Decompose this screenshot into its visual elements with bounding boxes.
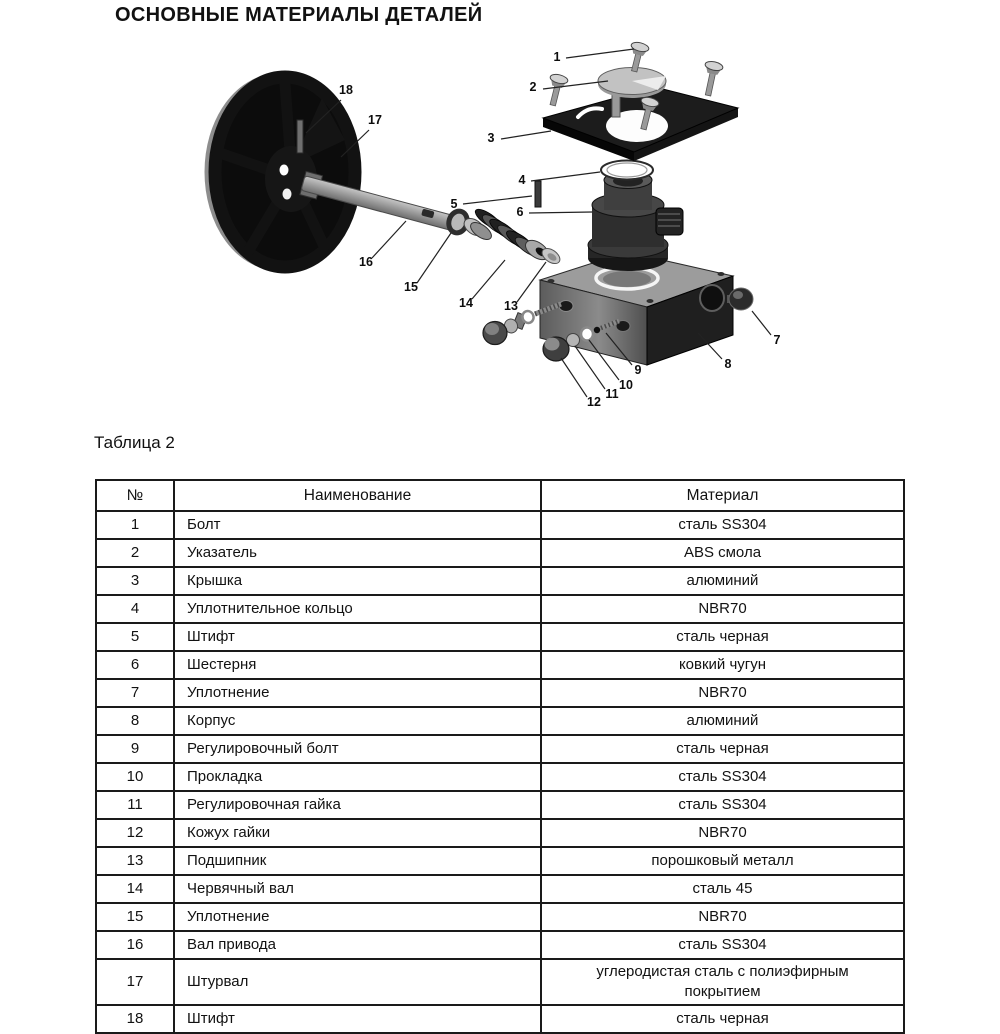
part-name: Шестерня (174, 651, 541, 679)
part-name: Регулировочная гайка (174, 791, 541, 819)
table-row (96, 623, 904, 651)
table-row (96, 707, 904, 735)
table-row (96, 679, 904, 707)
page-title: ОСНОВНЫЕ МАТЕРИАЛЫ ДЕТАЛЕЙ (115, 4, 483, 26)
table-row (96, 931, 904, 959)
part-material: сталь SS304 (541, 931, 904, 959)
part-material: NBR70 (541, 819, 904, 847)
row-number: 7 (96, 679, 174, 707)
callout-leader (501, 131, 551, 139)
part-name: Штифт (174, 1005, 541, 1033)
table-row (96, 1005, 904, 1033)
table-row (96, 763, 904, 791)
callout-label: 7 (773, 333, 781, 347)
materials-table-head-row (96, 480, 904, 511)
table-row (96, 595, 904, 623)
callout-label: 6 (516, 205, 524, 219)
table-row (96, 847, 904, 875)
part-material: ABS смола (541, 539, 904, 567)
table-row (96, 651, 904, 679)
callout-leader (372, 221, 406, 258)
row-number: 9 (96, 735, 174, 763)
table-row (96, 903, 904, 931)
table-caption: Таблица 2 (94, 433, 175, 452)
callout-label: 16 (359, 255, 373, 269)
part-name: Указатель (174, 539, 541, 567)
part-name: Корпус (174, 707, 541, 735)
part-name: Уплотнительное кольцо (174, 595, 541, 623)
part-material: сталь черная (541, 623, 904, 651)
table-row (96, 819, 904, 847)
row-number: 15 (96, 903, 174, 931)
callout-leader (752, 311, 771, 335)
part-material: NBR70 (541, 903, 904, 931)
table-row (96, 539, 904, 567)
callout-label: 15 (404, 280, 418, 294)
row-number: 6 (96, 651, 174, 679)
materials-table (95, 479, 905, 1034)
column-header: Материал (541, 480, 904, 511)
column-header: Наименование (174, 480, 541, 511)
column-header: № (96, 480, 174, 511)
callout-label: 1 (553, 50, 561, 64)
callout-leader (463, 196, 532, 204)
part-name: Крышка (174, 567, 541, 595)
part-name: Червячный вал (174, 875, 541, 903)
callout-label: 9 (634, 363, 642, 377)
callout-leader (472, 260, 505, 299)
pin-part (535, 181, 541, 207)
part-name: Вал привода (174, 931, 541, 959)
part-name: Кожух гайки (174, 819, 541, 847)
bearing-part (522, 236, 563, 266)
table-row (96, 511, 904, 539)
row-number: 1 (96, 511, 174, 539)
part-name: Штифт (174, 623, 541, 651)
part-material: алюминий (541, 567, 904, 595)
materials-table-body (96, 511, 904, 1033)
table-row (96, 791, 904, 819)
callout-label: 3 (487, 131, 495, 145)
callout-label: 8 (724, 357, 732, 371)
cover-part (543, 87, 738, 161)
callout-leader (417, 233, 451, 283)
part-material: NBR70 (541, 595, 904, 623)
part-material: порошковый металл (541, 847, 904, 875)
part-material: NBR70 (541, 679, 904, 707)
part-material: углеродистая сталь с полиэфирным покрытием (541, 959, 904, 1005)
row-number: 10 (96, 763, 174, 791)
o-ring-part (601, 161, 653, 180)
part-name: Уплотнение (174, 903, 541, 931)
callout-leader (531, 172, 600, 181)
callout-label: 14 (459, 296, 473, 310)
row-number: 2 (96, 539, 174, 567)
row-number: 13 (96, 847, 174, 875)
callout-label: 2 (529, 80, 537, 94)
exploded-view-diagram (0, 0, 1000, 430)
row-number: 11 (96, 791, 174, 819)
row-number: 18 (96, 1005, 174, 1033)
callout-leader (561, 358, 587, 397)
callout-label: 10 (619, 378, 633, 392)
worm-shaft-part (461, 206, 563, 267)
part-material: ковкий чугун (541, 651, 904, 679)
table-row (96, 567, 904, 595)
part-name: Болт (174, 511, 541, 539)
row-number: 5 (96, 623, 174, 651)
row-number: 4 (96, 595, 174, 623)
part-material: сталь SS304 (541, 511, 904, 539)
row-number: 12 (96, 819, 174, 847)
callout-leader (566, 49, 634, 58)
part-name: Штурвал (174, 959, 541, 1005)
row-number: 14 (96, 875, 174, 903)
row-number: 17 (96, 959, 174, 1005)
handwheel-part (205, 76, 355, 268)
row-number: 3 (96, 567, 174, 595)
part-material: сталь SS304 (541, 763, 904, 791)
part-name: Регулировочный болт (174, 735, 541, 763)
table-row (96, 959, 904, 1005)
row-number: 16 (96, 931, 174, 959)
part-name: Подшипник (174, 847, 541, 875)
callout-label: 5 (450, 197, 458, 211)
callout-label: 12 (587, 395, 601, 409)
gear-part (588, 172, 683, 272)
part-name: Уплотнение (174, 679, 541, 707)
row-number: 8 (96, 707, 174, 735)
part-material: сталь черная (541, 1005, 904, 1033)
callout-leader (529, 212, 592, 213)
callout-label: 4 (518, 173, 526, 187)
callout-label: 11 (605, 387, 619, 401)
part-material: сталь 45 (541, 875, 904, 903)
part-material: сталь черная (541, 735, 904, 763)
part-material: алюминий (541, 707, 904, 735)
callout-label: 17 (368, 113, 382, 127)
table-row (96, 735, 904, 763)
callout-label: 13 (504, 299, 518, 313)
part-name: Прокладка (174, 763, 541, 791)
table-row (96, 875, 904, 903)
part-material: сталь SS304 (541, 791, 904, 819)
callout-label: 18 (339, 83, 353, 97)
handwheel-pin-part (297, 120, 303, 153)
